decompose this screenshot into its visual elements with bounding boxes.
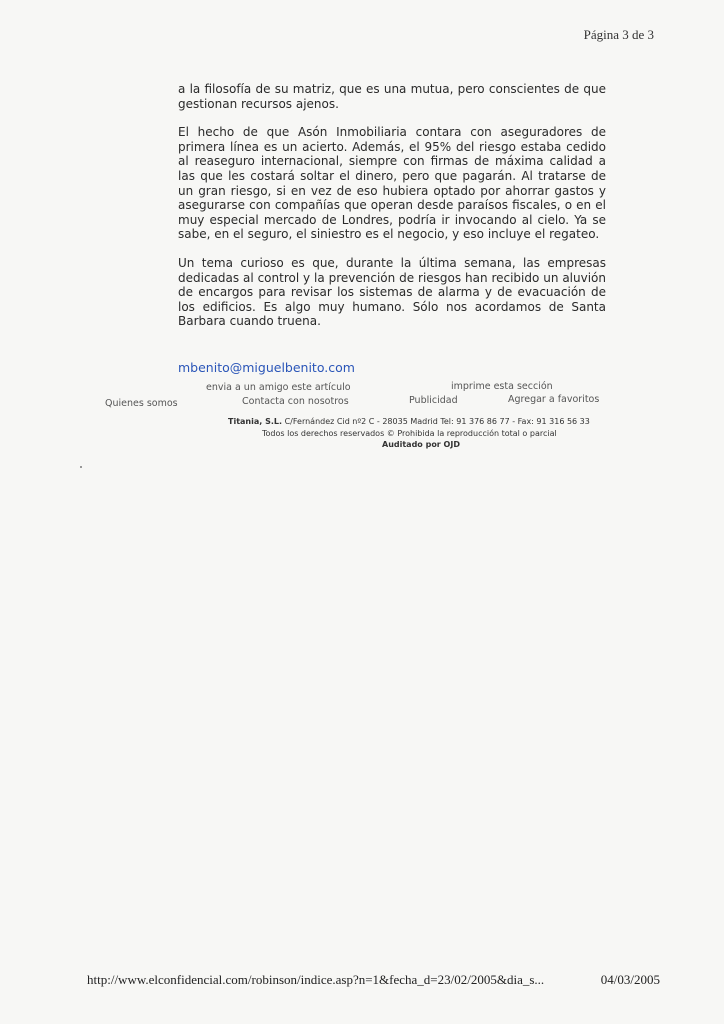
- article-body: [178, 82, 606, 343]
- article-paragraph: a la filosofía de su matriz, que es una mutua, pero conscientes de que gestionan recursos ajenos.: [178, 82, 606, 111]
- page-number: Página 3 de 3: [583, 27, 654, 42]
- contact-link[interactable]: Contacta con nosotros: [242, 396, 349, 407]
- company-info: [228, 417, 590, 426]
- stray-mark: [80, 466, 82, 468]
- author-email-link[interactable]: mbenito@miguelbenito.com: [178, 360, 355, 375]
- add-favorites-link[interactable]: Agregar a favoritos: [508, 394, 600, 405]
- rights-notice: Todos los derechos reservados © Prohibida la reproducción total o parcial: [262, 429, 557, 438]
- company-name: Titania, S.L.: [228, 417, 283, 426]
- page-url: http://www.elconfidencial.com/robinson/indice.asp?n=1&fecha_d=23/02/2005&dia_s...: [87, 972, 545, 987]
- article-paragraph: El hecho de que Asón Inmobiliaria contara con aseguradores de primera línea es un acierto. Además, el 95% del riesgo estaba cedido al reaseguro internacional, siempre con firmas de máxima calidad a las que les costará soltar el dinero, pero que pagarán. Al tratarse de un gran riesgo, si en vez de eso hubiera optado por ahorrar gastos y asegurarse con compañías que operan desde paraísos fiscales, o en el muy especial mercado de Londres, podría ir invocando al cielo. Ya se sabe, en el seguro, el siniestro es el negocio, y eso incluye el regateo.: [178, 125, 606, 242]
- advertising-link[interactable]: Publicidad: [409, 395, 458, 406]
- print-date: 04/03/2005: [600, 972, 660, 987]
- audit-notice: Auditado por OJD: [382, 440, 460, 449]
- article-paragraph: Un tema curioso es que, durante la última semana, las empresas dedicadas al control y la prevención de riesgos han recibido un aluvión de encargos para revisar los sistemas de alarma y de evacuación de los edificios. Es algo muy humano. Sólo nos acordamos de Santa Barbara cuando truena.: [178, 255, 606, 329]
- company-address: C/Fernández Cid nº2 C - 28035 Madrid Tel: 91 376 86 77 - Fax: 91 316 56 33: [284, 417, 590, 426]
- about-us-link[interactable]: Quienes somos: [105, 398, 178, 409]
- print-section-link[interactable]: imprime esta sección: [451, 381, 553, 392]
- send-to-friend-link[interactable]: envia a un amigo este artículo: [206, 382, 351, 393]
- print-footer: [87, 972, 660, 988]
